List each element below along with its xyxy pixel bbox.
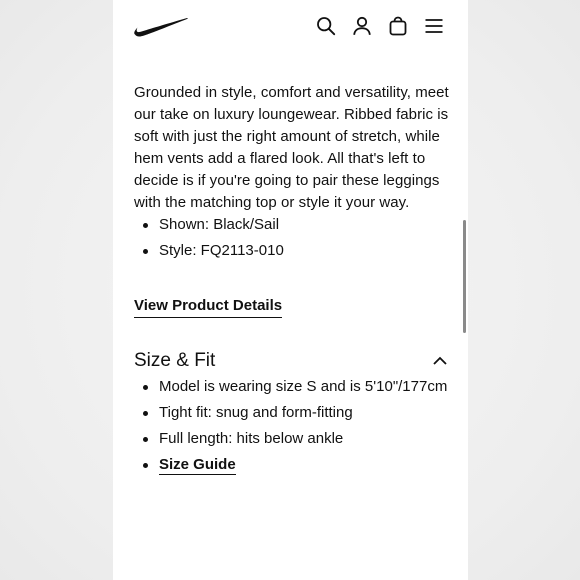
list-item-model-size: Model is wearing size S and is 5'10"/177cm <box>134 376 450 398</box>
list-item-shown-color: Shown: Black/Sail <box>134 214 450 236</box>
site-header <box>113 0 468 56</box>
mobile-page <box>113 0 468 580</box>
scrollbar-thumb[interactable] <box>463 220 466 333</box>
account-icon <box>352 16 372 36</box>
menu-button[interactable] <box>424 14 444 38</box>
chevron-up-icon[interactable] <box>432 353 448 369</box>
list-item-size-guide <box>134 454 450 476</box>
search-icon <box>316 16 336 36</box>
account-button[interactable] <box>352 14 372 38</box>
product-description: Grounded in style, comfort and versatility, meet our take on luxury loungewear. Ribbed fabric is soft with just the right amount of stretch, while hem vents add a flared look. All that's left to decide is if you're going to pair these leggings with the matching top or style it your way. <box>134 84 449 211</box>
bag-button[interactable] <box>388 14 408 38</box>
size-fit-list <box>134 376 450 476</box>
bag-icon <box>388 16 408 36</box>
view-product-details-link[interactable]: View Product Details <box>134 296 282 318</box>
list-item-fit-type: Tight fit: snug and form-fitting <box>134 402 450 424</box>
product-description-section <box>134 82 450 480</box>
menu-icon <box>424 16 444 36</box>
header-actions <box>316 14 444 38</box>
size-fit-accordion-header[interactable] <box>134 346 450 376</box>
nike-swoosh-icon[interactable] <box>133 16 189 38</box>
list-item-length: Full length: hits below ankle <box>134 428 450 450</box>
size-guide-link[interactable]: Size Guide <box>159 456 236 473</box>
search-button[interactable] <box>316 14 336 38</box>
list-item-style-code: Style: FQ2113-010 <box>134 240 450 262</box>
size-fit-title: Size & Fit <box>134 350 216 371</box>
product-attributes-list <box>134 214 450 262</box>
